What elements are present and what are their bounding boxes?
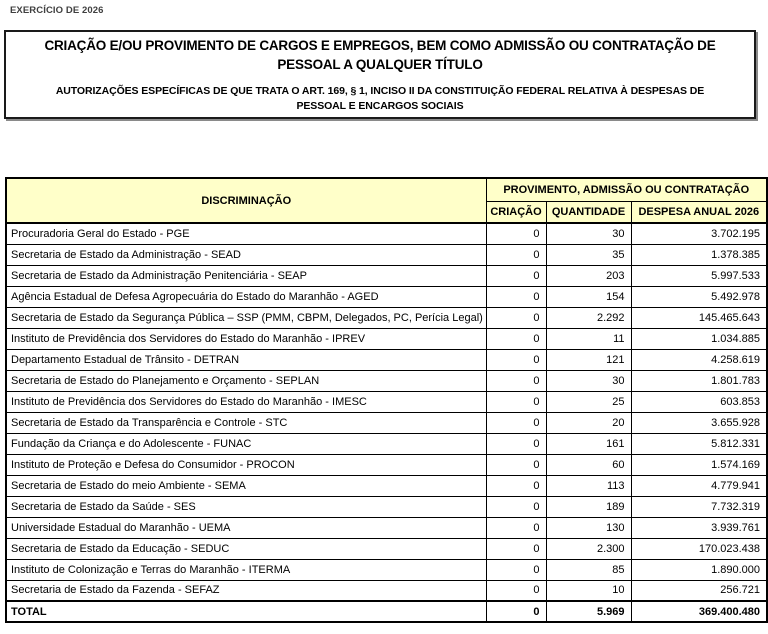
criacao-value-cell: 0: [486, 433, 546, 454]
despesa-value-cell: 1.378.385: [631, 244, 767, 265]
table-row: [6, 391, 767, 412]
criacao-value-cell: 0: [486, 475, 546, 496]
despesa-value-cell: 7.732.319: [631, 496, 767, 517]
quantidade-value-cell: 30: [546, 223, 631, 244]
column-header-quantidade: QUANTIDADE: [546, 201, 631, 223]
column-header-discriminacao: DISCRIMINAÇÃO: [6, 178, 486, 223]
org-name-cell: Departamento Estadual de Trânsito - DETRAN: [6, 349, 486, 370]
org-name-cell: Agência Estadual de Defesa Agropecuária do Estado do Maranhão - AGED: [6, 286, 486, 307]
column-group-header-provimento: PROVIMENTO, ADMISSÃO OU CONTRATAÇÃO: [486, 178, 767, 201]
org-name-cell: Fundação da Criança e do Adolescente - FUNAC: [6, 433, 486, 454]
org-name-cell: Secretaria de Estado do Planejamento e Orçamento - SEPLAN: [6, 370, 486, 391]
criacao-value-cell: 0: [486, 265, 546, 286]
criacao-value-cell: 0: [486, 349, 546, 370]
quantidade-value-cell: 161: [546, 433, 631, 454]
criacao-value-cell: 0: [486, 496, 546, 517]
table-row: [6, 517, 767, 538]
despesa-value-cell: 5.812.331: [631, 433, 767, 454]
table-row: [6, 349, 767, 370]
despesa-value-cell: 5.492.978: [631, 286, 767, 307]
quantidade-value-cell: 2.292: [546, 307, 631, 328]
table-row: [6, 559, 767, 580]
despesa-value-cell: 1.801.783: [631, 370, 767, 391]
total-despesa-cell: 369.400.480: [631, 601, 767, 622]
table-footer: [6, 601, 767, 622]
org-name-cell: Secretaria de Estado da Transparência e Controle - STC: [6, 412, 486, 433]
table-row: [6, 412, 767, 433]
criacao-value-cell: 0: [486, 580, 546, 601]
despesa-value-cell: 1.034.885: [631, 328, 767, 349]
table-body: [6, 223, 767, 601]
quantidade-value-cell: 189: [546, 496, 631, 517]
criacao-value-cell: 0: [486, 391, 546, 412]
criacao-value-cell: 0: [486, 244, 546, 265]
despesa-value-cell: 256.721: [631, 580, 767, 601]
org-name-cell: Secretaria de Estado da Administração - SEAD: [6, 244, 486, 265]
quantidade-value-cell: 203: [546, 265, 631, 286]
exercise-year-label: EXERCÍCIO DE 2026: [10, 5, 104, 16]
org-name-cell: Secretaria de Estado da Educação - SEDUC: [6, 538, 486, 559]
despesa-value-cell: 603.853: [631, 391, 767, 412]
document-subtitle: AUTORIZAÇÕES ESPECÍFICAS DE QUE TRATA O ART. 169, § 1, INCISO II DA CONSTITUIÇÃO FEDERAL RELATIVA À DESPESAS DE PESSOAL E ENCARGOS SOCIAIS: [55, 84, 705, 112]
quantidade-value-cell: 35: [546, 244, 631, 265]
org-name-cell: Procuradoria Geral do Estado - PGE: [6, 223, 486, 244]
quantidade-value-cell: 2.300: [546, 538, 631, 559]
quantidade-value-cell: 130: [546, 517, 631, 538]
table-row: [6, 433, 767, 454]
table-row: [6, 328, 767, 349]
quantidade-value-cell: 121: [546, 349, 631, 370]
criacao-value-cell: 0: [486, 370, 546, 391]
org-name-cell: Instituto de Previdência dos Servidores do Estado do Maranhão - IMESC: [6, 391, 486, 412]
quantidade-value-cell: 85: [546, 559, 631, 580]
quantidade-value-cell: 25: [546, 391, 631, 412]
table-row: [6, 370, 767, 391]
despesa-value-cell: 3.702.195: [631, 223, 767, 244]
criacao-value-cell: 0: [486, 538, 546, 559]
despesa-value-cell: 5.997.533: [631, 265, 767, 286]
criacao-value-cell: 0: [486, 559, 546, 580]
table-row: [6, 223, 767, 244]
org-name-cell: Universidade Estadual do Maranhão - UEMA: [6, 517, 486, 538]
column-header-despesa-anual: DESPESA ANUAL 2026: [631, 201, 767, 223]
org-name-cell: Instituto de Previdência dos Servidores do Estado do Maranhão - IPREV: [6, 328, 486, 349]
org-name-cell: Instituto de Proteção e Defesa do Consumidor - PROCON: [6, 454, 486, 475]
despesa-value-cell: 3.655.928: [631, 412, 767, 433]
table-row: [6, 496, 767, 517]
total-criacao-cell: 0: [486, 601, 546, 622]
total-quantidade-cell: 5.969: [546, 601, 631, 622]
table-row: [6, 244, 767, 265]
table-row: [6, 475, 767, 496]
table-row: [6, 307, 767, 328]
title-box: [4, 30, 756, 119]
quantidade-value-cell: 10: [546, 580, 631, 601]
column-header-criacao: CRIAÇÃO: [486, 201, 546, 223]
despesa-value-cell: 4.258.619: [631, 349, 767, 370]
despesa-value-cell: 1.574.169: [631, 454, 767, 475]
despesa-value-cell: 3.939.761: [631, 517, 767, 538]
despesa-value-cell: 1.890.000: [631, 559, 767, 580]
table-row: [6, 286, 767, 307]
org-name-cell: Secretaria de Estado da Administração Penitenciária - SEAP: [6, 265, 486, 286]
quantidade-value-cell: 113: [546, 475, 631, 496]
table-row: [6, 265, 767, 286]
quantidade-value-cell: 30: [546, 370, 631, 391]
criacao-value-cell: 0: [486, 517, 546, 538]
quantidade-value-cell: 11: [546, 328, 631, 349]
criacao-value-cell: 0: [486, 307, 546, 328]
quantidade-value-cell: 60: [546, 454, 631, 475]
despesa-value-cell: 4.779.941: [631, 475, 767, 496]
document-title: CRIAÇÃO E/OU PROVIMENTO DE CARGOS E EMPREGOS, BEM COMO ADMISSÃO OU CONTRATAÇÃO DE PESSOAL A QUALQUER TÍTULO: [44, 37, 716, 73]
table-row: [6, 538, 767, 559]
org-name-cell: Secretaria de Estado do meio Ambiente - SEMA: [6, 475, 486, 496]
org-name-cell: Secretaria de Estado da Fazenda - SEFAZ: [6, 580, 486, 601]
table-row: [6, 454, 767, 475]
quantidade-value-cell: 154: [546, 286, 631, 307]
budget-table: [5, 177, 768, 623]
org-name-cell: Instituto de Colonização e Terras do Maranhão - ITERMA: [6, 559, 486, 580]
criacao-value-cell: 0: [486, 454, 546, 475]
org-name-cell: Secretaria de Estado da Saúde - SES: [6, 496, 486, 517]
total-row: [6, 601, 767, 622]
despesa-value-cell: 145.465.643: [631, 307, 767, 328]
org-name-cell: Secretaria de Estado da Segurança Pública – SSP (PMM, CBPM, Delegados, PC, Perícia Legal): [6, 307, 486, 328]
criacao-value-cell: 0: [486, 412, 546, 433]
total-label-cell: TOTAL: [6, 601, 486, 622]
table-row: [6, 580, 767, 601]
quantidade-value-cell: 20: [546, 412, 631, 433]
criacao-value-cell: 0: [486, 328, 546, 349]
despesa-value-cell: 170.023.438: [631, 538, 767, 559]
table-header: [6, 178, 767, 223]
criacao-value-cell: 0: [486, 286, 546, 307]
criacao-value-cell: 0: [486, 223, 546, 244]
